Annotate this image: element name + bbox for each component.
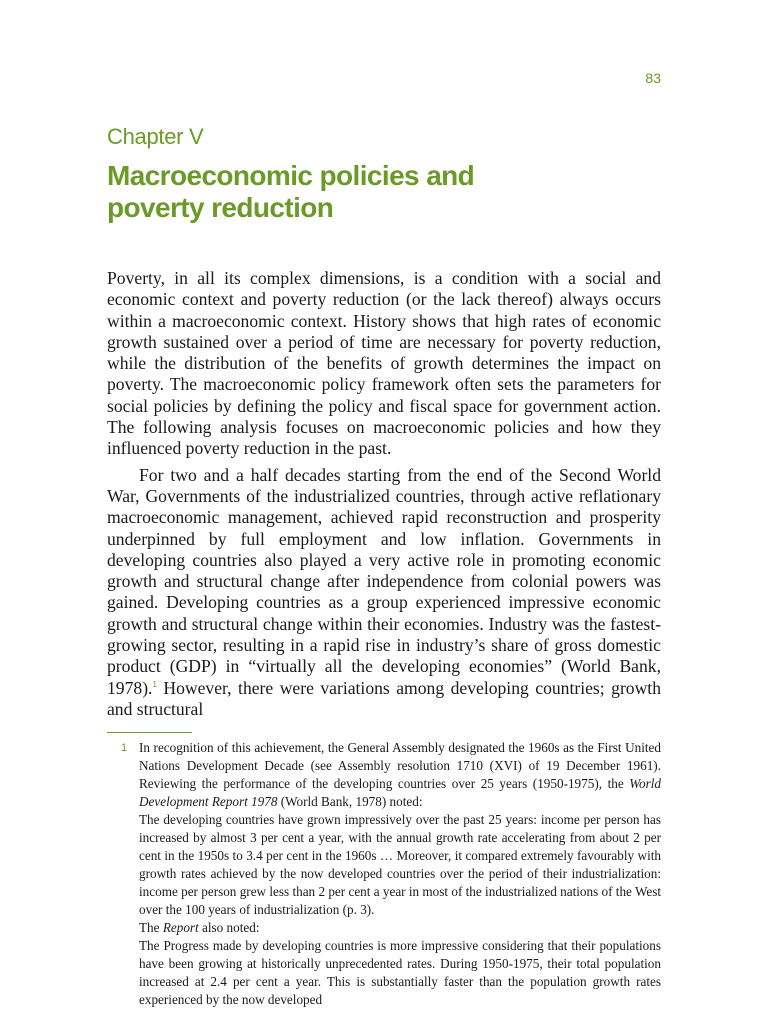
page-number: 83 xyxy=(645,70,661,86)
chapter-label: Chapter V xyxy=(107,124,204,149)
chapter-title-line-1: Macroeconomic policies and xyxy=(107,160,475,191)
chapter-title-line-2: poverty reduction xyxy=(107,192,334,223)
footnote-1-text xyxy=(139,739,661,811)
footnote-1-report-title: World Development Report 1978 xyxy=(139,776,661,809)
footnote-1-text-a: In recognition of this achievement, the General Assembly designated the 1960s as the First United Nations Development Decade (see Assembly resolution 1710 (XVI) of 19 December 1961). Reviewing the performance of the developing countries over 25 years (1950-1975), the xyxy=(139,740,661,791)
footnote-1-text-b: (World Bank, 1978) noted: xyxy=(277,794,423,809)
footnote-1-body xyxy=(139,739,661,1009)
footnote-1-also-b: also noted: xyxy=(198,920,260,935)
body-paragraph-1: Poverty, in all its complex dimensions, is a condition with a social and economic context and poverty reduction (or the lack thereof) always occurs within a macroeconomic context. History shows that high rates of economic growth sustained over a period of time are necessary for poverty reduction, while the distribution of the benefits of growth determines the impact on poverty. The macroeconomic policy framework often sets the parameters for social policies by defining the policy and fiscal space for government action. The following analysis focuses on macroeconomic policies and how they influenced poverty reduction in the past. xyxy=(107,268,661,459)
footnote-1-also-a: The xyxy=(139,920,163,935)
footnote-number-1: 1 xyxy=(121,742,128,754)
footnote-1-quote-2: The Progress made by developing countries is more impressive considering that their populations have been growing at historically unprecedented rates. During 1950-1975, their total population increased at 2.4 per cent a year. This is substantially faster than the population growth rates experienced by the now developed xyxy=(139,938,661,1007)
footnote-1-also-noted xyxy=(139,919,661,937)
footnote-divider xyxy=(107,732,192,733)
footnote-1-report-word: Report xyxy=(162,920,199,935)
footnote-1-quote-1: The developing countries have grown impressively over the past 25 years: income per person has increased by almost 3 per cent a year, with the annual growth rate accelerating from about 2 per cent in the 1950s to 3.4 per cent in the 1960s … Moreover, it compared extremely favourably with growth rates achieved by the now developed countries over the period of their industrialization: income per person grew less than 2 per cent a year in most of the industrialized nations of the West over the 100 years of industrialization (p. 3). xyxy=(139,812,662,917)
body-text xyxy=(107,268,661,725)
footnotes xyxy=(107,739,661,1009)
footnote-reference-1[interactable]: 1 xyxy=(152,679,157,689)
body-paragraph-2-text-a: For two and a half decades starting from the end of the Second World War, Governments of the industrialized countries, through active reflationary macroeconomic management, achieved rapid reconstruction and prosperity underpinned by full employment and low inflation. Governments in developing countries also played a very active role in promoting economic growth and structural change after independence from colonial powers was gained. Developing countries as a group experienced impressive economic growth and structural change within their economies. Industry was the fastest-growing sector, resulting in a rapid rise in industry’s share of gross domestic product (GDP) in “virtually all the developing economies” (World Bank, 1978). xyxy=(107,464,661,698)
body-paragraph-2-text-b: However, there were variations among developing countries; growth and structural xyxy=(107,677,661,719)
body-paragraph-2 xyxy=(107,465,661,721)
footnote-1 xyxy=(107,739,661,1009)
chapter-title xyxy=(107,160,527,224)
